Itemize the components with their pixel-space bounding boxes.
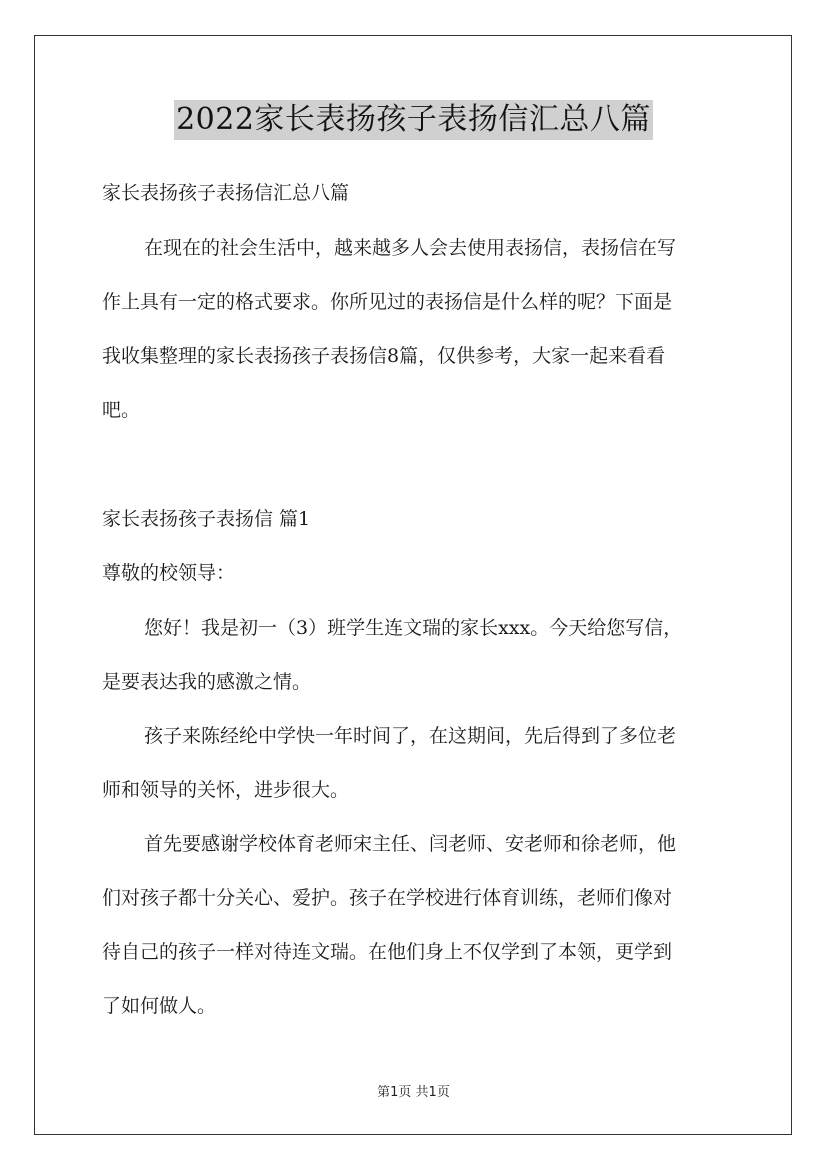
paragraph1-line-2: 是要表达我的感激之情。 [102, 671, 312, 693]
salutation: 尊敬的校领导： [102, 562, 236, 584]
subtitle: 家长表扬孩子表扬信汇总八篇 [102, 182, 350, 204]
paragraph3-line-1: 首先要感谢学校体育老师宋主任、闫老师、安老师和徐老师，他 [144, 833, 677, 855]
title-container [0, 100, 827, 140]
intro-line-1: 在现在的社会生活中，越来越多人会去使用表扬信，表扬信在写 [144, 237, 677, 259]
document-title: 2022家长表扬孩子表扬信汇总八篇 [174, 100, 653, 140]
intro-line-3: 我收集整理的家长表扬孩子表扬信8篇，仅供参考，大家一起来看看 [102, 345, 666, 367]
paragraph2-line-1: 孩子来陈经纶中学快一年时间了，在这期间，先后得到了多位老 [144, 725, 677, 747]
paragraph3-line-4: 了如何做人。 [102, 995, 217, 1017]
intro-line-2: 作上具有一定的格式要求。你所见过的表扬信是什么样的呢？下面是 [102, 291, 673, 313]
section-heading: 家长表扬孩子表扬信 篇1 [102, 508, 311, 530]
paragraph3-line-3: 待自己的孩子一样对待连文瑞。在他们身上不仅学到了本领，更学到 [102, 941, 673, 963]
paragraph3-line-2: 们对孩子都十分关心、爱护。孩子在学校进行体育训练，老师们像对 [102, 887, 673, 909]
paragraph1-line-1: 您好！我是初一（3）班学生连文瑞的家长xxx。今天给您写信， [144, 617, 683, 639]
intro-line-4: 吧。 [102, 399, 141, 421]
paragraph2-line-2: 师和领导的关怀，进步很大。 [102, 779, 350, 801]
page-footer: 第1页 共1页 [377, 1085, 450, 1100]
